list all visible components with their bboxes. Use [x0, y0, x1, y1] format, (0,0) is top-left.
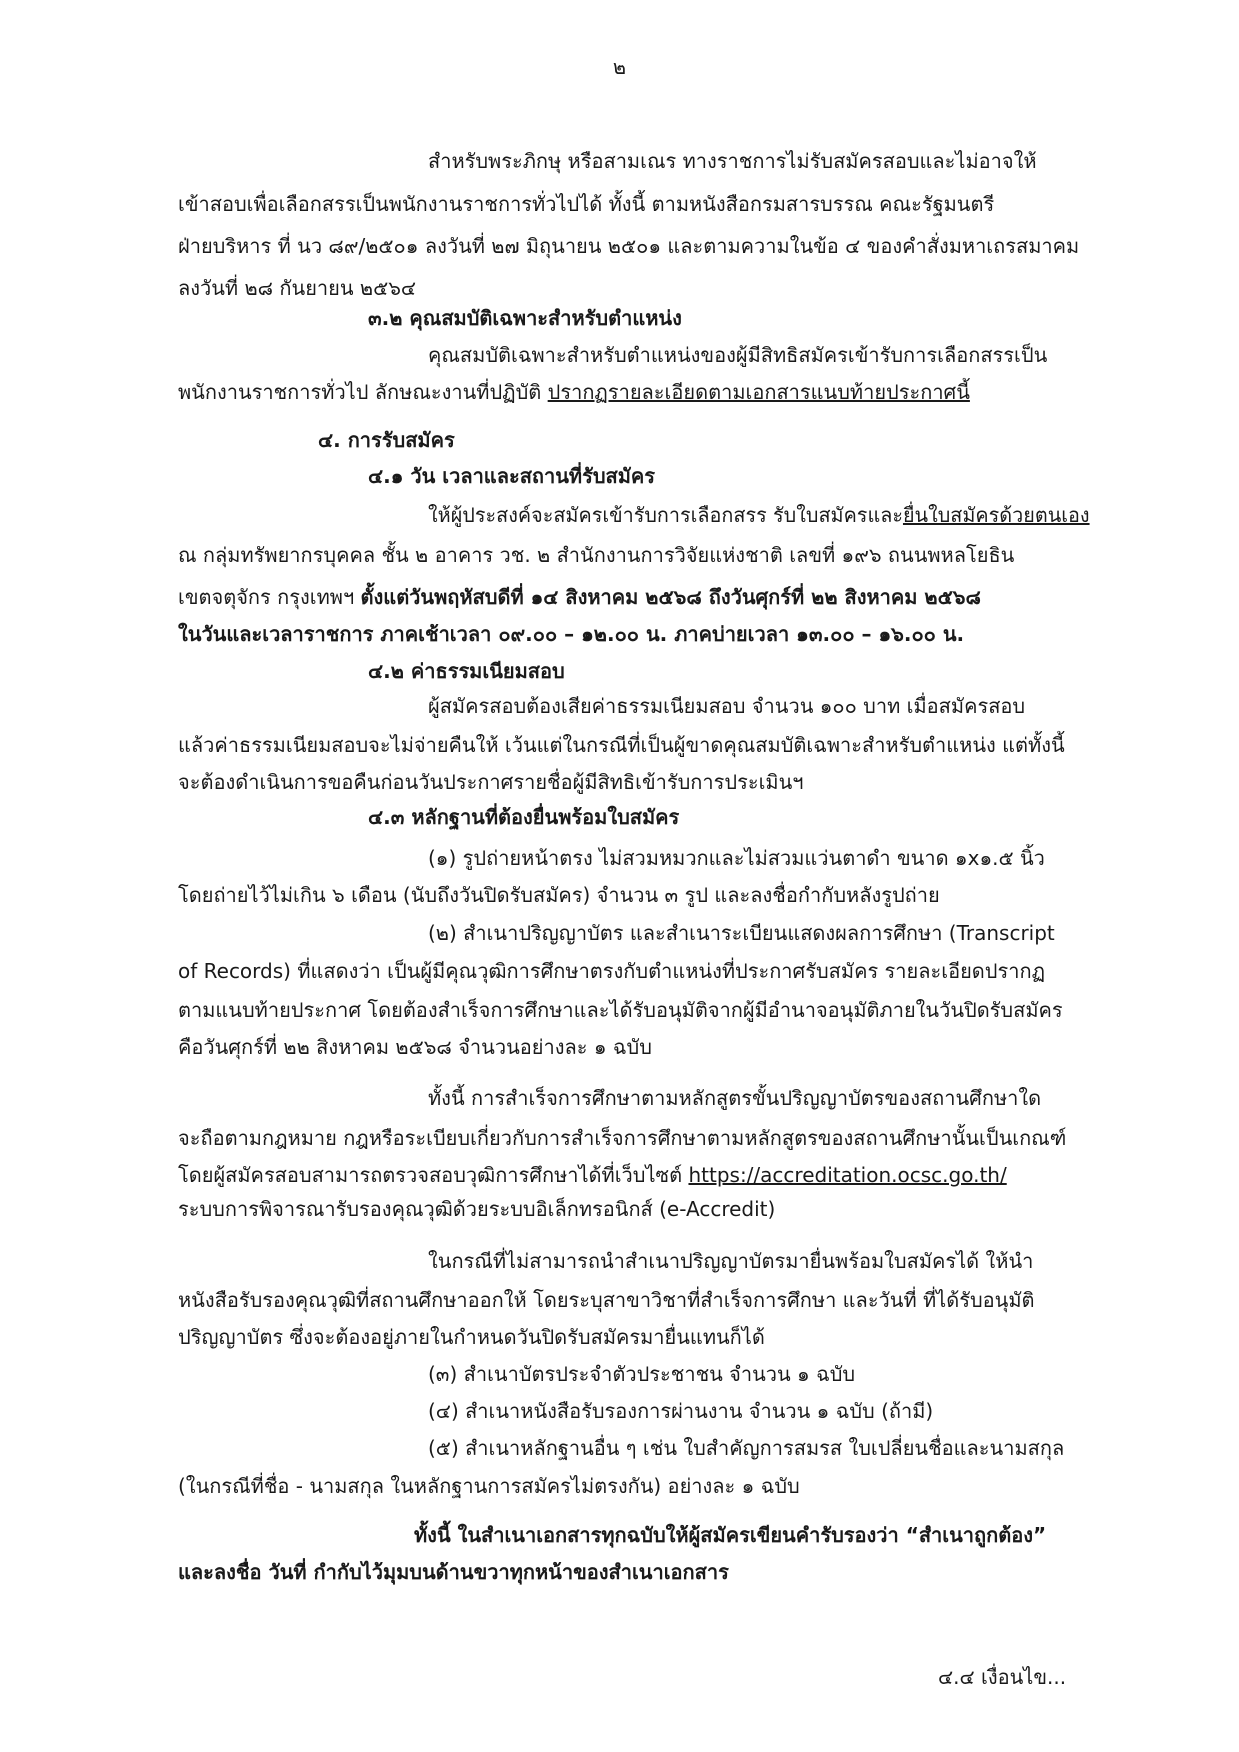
para-line: of Records) ที่แสดงว่า เป็นผู้มีคุณวุฒิการศึกษาตรงกับตำแหน่งที่ประกาศรับสมัคร รายละเอียดปรากฏ — [178, 959, 1045, 983]
para-line-bold: และลงชื่อ วันที่ กำกับไว้มุมบนด้านขวาทุกหน้าของสำเนาเอกสาร — [178, 1560, 729, 1584]
para-line: เข้าสอบเพื่อเลือกสรรเป็นพนักงานราชการทั่วไปได้ ทั้งนี้ ตามหนังสือกรมสารบรรณ คณะรัฐมนตรี — [178, 192, 995, 216]
accreditation-link[interactable]: https://accreditation.ocsc.go.th/ — [688, 1163, 1007, 1187]
section-heading-4-2: ๔.๒ ค่าธรรมเนียมสอบ — [368, 659, 565, 683]
para-line: ให้ผู้ประสงค์จะสมัครเข้ารับการเลือกสรร รับใบสมัครและยื่นใบสมัครด้วยตนเอง — [428, 503, 1090, 527]
section-heading-4-3: ๔.๓ หลักฐานที่ต้องยื่นพร้อมใบสมัคร — [368, 805, 680, 829]
para-line: ณ กลุ่มทรัพยากรบุคคล ชั้น ๒ อาคาร วช. ๒ สำนักงานการวิจัยแห่งชาติ เลขที่ ๑๙๖ ถนนพหลโยธิน — [178, 543, 1015, 567]
para-line: ลงวันที่ ๒๘ กันยายน ๒๕๖๔ — [178, 276, 417, 300]
list-item: (๒) สำเนาปริญญาบัตร และสำเนาระเบียนแสดงผลการศึกษา (Transcript — [428, 921, 1055, 945]
para-line: ทั้งนี้ การสำเร็จการศึกษาตามหลักสูตรขั้นปริญญาบัตรของสถานศึกษาใด — [428, 1086, 1042, 1110]
bold-text: ตั้งแต่วันพฤหัสบดีที่ ๑๔ สิงหาคม ๒๕๖๘ ถึงวันศุกร์ที่ ๒๒ สิงหาคม ๒๕๖๘ — [360, 585, 981, 609]
section-heading-3-2: ๓.๒ คุณสมบัติเฉพาะสำหรับตำแหน่ง — [368, 306, 682, 330]
para-line: แล้วค่าธรรมเนียมสอบจะไม่จ่ายคืนให้ เว้นแต่ในกรณีที่เป็นผู้ขาดคุณสมบัติเฉพาะสำหรับตำแหน่ง แต่ทั้งนี้ — [178, 733, 1065, 757]
list-item: (๑) รูปถ่ายหน้าตรง ไม่สวมหมวกและไม่สวมแว่นตาดำ ขนาด ๑x๑.๕ นิ้ว — [428, 846, 1045, 870]
para-line: เขตจตุจักร กรุงเทพฯ ตั้งแต่วันพฤหัสบดีที่ ๑๔ สิงหาคม ๒๕๖๘ ถึงวันศุกร์ที่ ๒๒ สิงหาคม ๒๕๖๘ — [178, 585, 981, 609]
para-line: ตามแนบท้ายประกาศ โดยต้องสำเร็จการศึกษาและได้รับอนุมัติจากผู้มีอำนาจอนุมัติภายในวันปิดรับสมัคร — [178, 998, 1063, 1022]
underlined-text: ยื่นใบสมัครด้วยตนเอง — [902, 503, 1090, 527]
para-line: โดยผู้สมัครสอบสามารถตรวจสอบวุฒิการศึกษาได้ที่เว็บไซต์ https://accreditation.ocsc.go.th/ — [178, 1163, 1007, 1187]
para-line: สำหรับพระภิกษุ หรือสามเณร ทางราชการไม่รับสมัครสอบและไม่อาจให้ — [428, 149, 1037, 173]
para-line: (ในกรณีที่ชื่อ - นามสกุล ในหลักฐานการสมัครไม่ตรงกัน) อย่างละ ๑ ฉบับ — [178, 1474, 800, 1498]
page-number: ๒ — [612, 55, 627, 79]
para-line: ปริญญาบัตร ซึ่งจะต้องอยู่ภายในกำหนดวันปิดรับสมัครมายื่นแทนก็ได้ — [178, 1325, 765, 1349]
para-line: คุณสมบัติเฉพาะสำหรับตำแหน่งของผู้มีสิทธิสมัครเข้ารับการเลือกสรรเป็น — [428, 343, 1048, 367]
para-line: จะต้องดำเนินการขอคืนก่อนวันประกาศรายชื่อผู้มีสิทธิเข้ารับการประเมินฯ — [178, 770, 804, 794]
para-line-bold: ในวันและเวลาราชการ ภาคเช้าเวลา ๐๙.๐๐ – ๑๒.๐๐ น. ภาคบ่ายเวลา ๑๓.๐๐ – ๑๖.๐๐ น. — [178, 622, 965, 646]
underlined-text: ปรากฏรายละเอียดตามเอกสารแนบท้ายประกาศนี้ — [547, 380, 970, 404]
para-line: พนักงานราชการทั่วไป ลักษณะงานที่ปฏิบัติ ปรากฏรายละเอียดตามเอกสารแนบท้ายประกาศนี้ — [178, 380, 970, 404]
para-line-bold: ทั้งนี้ ในสำเนาเอกสารทุกฉบับให้ผู้สมัครเขียนคำรับรองว่า “สำเนาถูกต้อง” — [414, 1523, 1047, 1547]
list-item: (๔) สำเนาหนังสือรับรองการผ่านงาน จำนวน ๑ ฉบับ (ถ้ามี) — [428, 1399, 934, 1423]
para-line: ระบบการพิจารณารับรองคุณวุฒิด้วยระบบอิเล็กทรอนิกส์ (e-Accredit) — [178, 1197, 776, 1221]
para-line: ฝ่ายบริหาร ที่ นว ๘๙/๒๕๐๑ ลงวันที่ ๒๗ มิถุนายน ๒๕๐๑ และตามความในข้อ ๔ ของคำสั่งมหาเถรสมาคม — [178, 234, 1080, 258]
para-line: โดยถ่ายไว้ไม่เกิน ๖ เดือน (นับถึงวันปิดรับสมัคร) จำนวน ๓ รูป และลงชื่อกำกับหลังรูปถ่าย — [178, 883, 940, 907]
list-item: (๓) สำเนาบัตรประจำตัวประชาชน จำนวน ๑ ฉบับ — [428, 1362, 856, 1386]
continuation-marker: ๔.๔ เงื่อนไข... — [938, 1665, 1067, 1689]
para-line: คือวันศุกร์ที่ ๒๒ สิงหาคม ๒๕๖๘ จำนวนอย่างละ ๑ ฉบับ — [178, 1035, 652, 1059]
section-heading-4: ๔. การรับสมัคร — [318, 428, 455, 452]
section-heading-4-1: ๔.๑ วัน เวลาและสถานที่รับสมัคร — [368, 464, 656, 488]
para-line: ในกรณีที่ไม่สามารถนำสำเนาปริญญาบัตรมายื่นพร้อมใบสมัครได้ ให้นำ — [428, 1249, 1034, 1273]
para-line: หนังสือรับรองคุณวุฒิที่สถานศึกษาออกให้ โดยระบุสาขาวิชาที่สำเร็จการศึกษา และวันที่ ที่ได้รับอนุมัติ — [178, 1288, 1035, 1312]
para-line: จะถือตามกฎหมาย กฎหรือระเบียบเกี่ยวกับการสำเร็จการศึกษาตามหลักสูตรของสถานศึกษานั้นเป็นเกณฑ์ — [178, 1126, 1067, 1150]
list-item: (๕) สำเนาหลักฐานอื่น ๆ เช่น ใบสำคัญการสมรส ใบเปลี่ยนชื่อและนามสกุล — [428, 1436, 1065, 1460]
para-line: ผู้สมัครสอบต้องเสียค่าธรรมเนียมสอบ จำนวน ๑๐๐ บาท เมื่อสมัครสอบ — [428, 694, 1026, 718]
